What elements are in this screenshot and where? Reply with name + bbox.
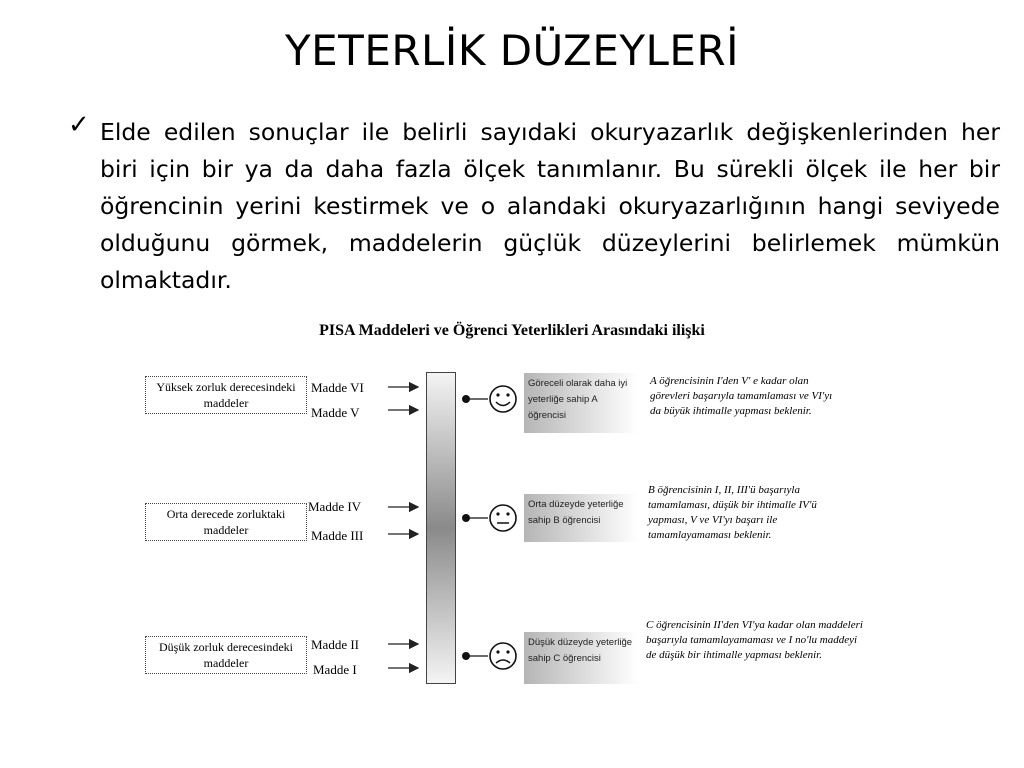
slide-title: YETERLİK DÜZEYLERİ xyxy=(284,26,740,75)
category-box-high: Yüksek zorluk derecesindeki maddeler xyxy=(145,376,307,414)
diagram-title: PISA Maddeleri ve Öğrenci Yeterlikleri Arasındaki ilişki xyxy=(319,322,705,339)
item-label: Madde V xyxy=(311,405,360,420)
student-level-box-a: Göreceli olarak daha iyi yeterliğe sahip A öğrencisi xyxy=(524,373,638,433)
neutral-face-icon xyxy=(490,505,516,531)
category-box-low: Düşük zorluk derecesindeki maddeler xyxy=(145,636,307,674)
student-description-c: C öğrencisinin II'den VI'ya kadar olan maddeleri başarıyla tamamlayamaması ve I no'lu maddeyi de düşük bir ihtimalle yapması beklenir. xyxy=(646,619,863,661)
item-label: Madde VI xyxy=(311,380,364,395)
body-paragraph: Elde edilen sonuçlar ile belirli sayıdaki okuryazarlık değişkenlerinden her biri için bir ya da daha fazla ölçek tanımlanır. Bu sürekli ölçek ile her bir öğrencinin yerini kestirmek ve o alandaki okuryazarlığının hangi seviyede olduğunu görmek, maddelerin güçlük düzeylerini belirlemek mümkün olmaktadır. xyxy=(100,118,1000,294)
student-description-b: B öğrencisinin I, II, III'ü başarıyla tamamlaması, düşük bir ihtimalle IV'ü yapması, V ve VI'yı başarı ile tamamlayamaması beklenir. xyxy=(648,484,817,541)
smiling-face-icon xyxy=(490,386,516,412)
category-box-medium: Orta derecede zorluktaki maddeler xyxy=(145,503,307,541)
item-label: Madde III xyxy=(311,528,364,543)
item-label: Madde II xyxy=(311,637,360,652)
student-level-box-b: Orta düzeyde yeterliğe sahip B öğrencisi xyxy=(524,494,638,542)
item-label: Madde I xyxy=(313,662,357,677)
checkmark-icon: ✓ xyxy=(68,110,90,140)
student-level-box-c: Düşük düzeyde yeterliğe sahip C öğrencisi xyxy=(524,632,638,684)
sad-face-icon xyxy=(490,643,516,669)
item-label: Madde IV xyxy=(308,499,362,514)
student-description-a: A öğrencisinin I'den V' e kadar olan görevleri başarıyla tamamlaması ve VI'yı da büyük ihtimalle yapması beklenir. xyxy=(650,375,833,417)
